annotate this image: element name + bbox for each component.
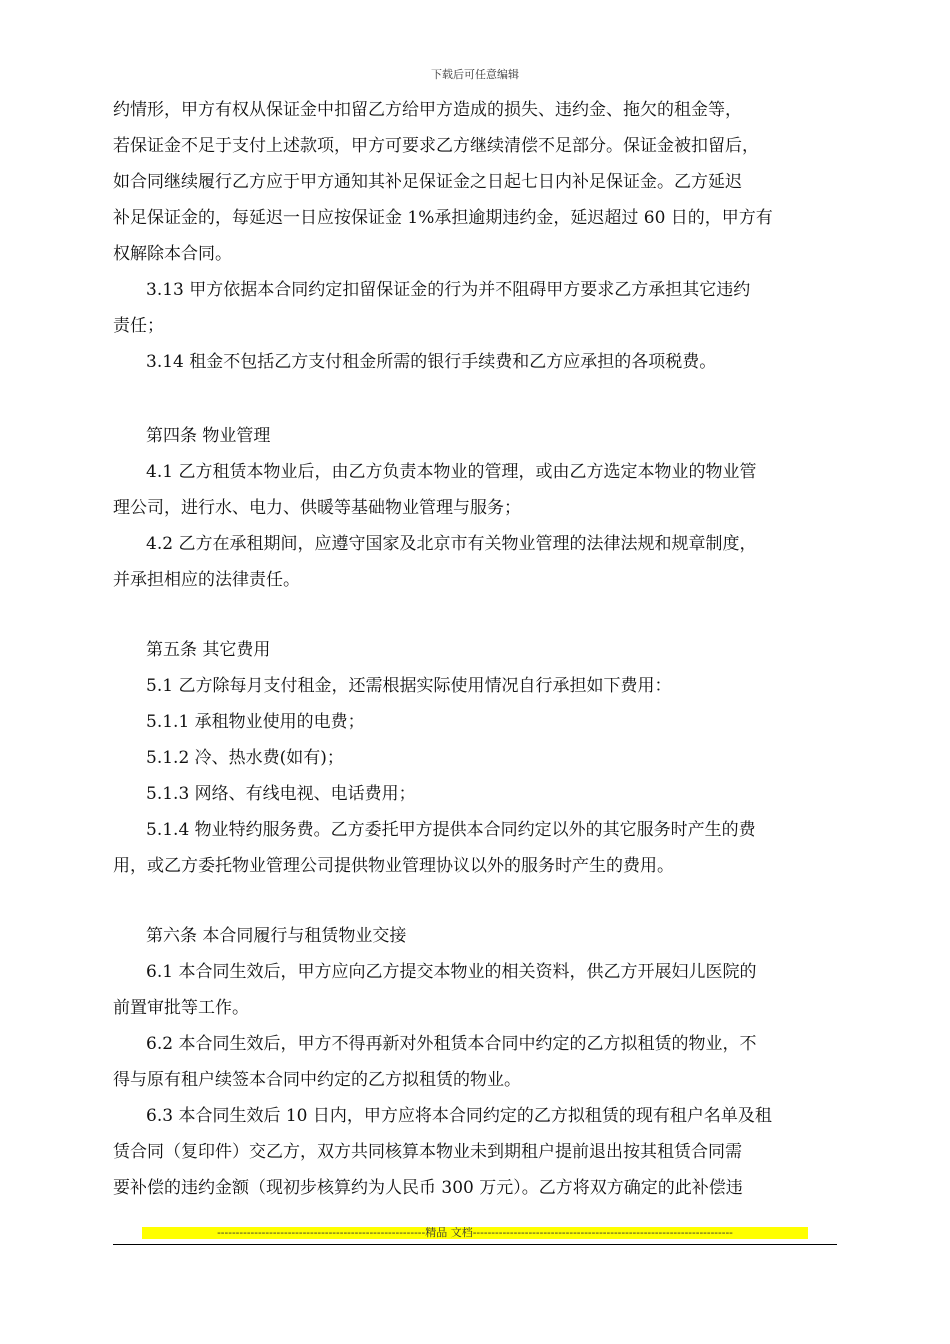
text-line: 5.1.2 冷、热水费(如有)； bbox=[146, 748, 344, 768]
text-line: 赁合同（复印件）交乙方，双方共同核算本物业未到期租户提前退出按其租赁合同需 bbox=[113, 1142, 742, 1162]
text-line: 要补偿的违约金额（现初步核算约为人民币 300 万元）。乙方将双方确定的此补偿违 bbox=[113, 1178, 743, 1198]
text-line: 5.1.3 网络、有线电视、电话费用； bbox=[146, 784, 416, 804]
text-line: 3.13 甲方依据本合同约定扣留保证金的行为并不阻碍甲方要求乙方承担其它违约 bbox=[146, 280, 751, 300]
text-line: 6.2 本合同生效后，甲方不得再新对外租赁本合同中约定的乙方拟租赁的物业，不 bbox=[146, 1034, 757, 1054]
section-heading: 第四条 物业管理 bbox=[146, 426, 271, 446]
text-line: 6.1 本合同生效后，甲方应向乙方提交本物业的相关资料，供乙方开展妇儿医院的 bbox=[146, 962, 757, 982]
text-line: 若保证金不足于支付上述款项，甲方可要求乙方继续清偿不足部分。保证金被扣留后， bbox=[113, 136, 759, 156]
section-heading: 第六条 本合同履行与租赁物业交接 bbox=[146, 926, 407, 946]
text-line: 前置审批等工作。 bbox=[113, 998, 249, 1018]
text-line: 权解除本合同。 bbox=[113, 244, 232, 264]
text-line: 4.2 乙方在承租期间，应遵守国家及北京市有关物业管理的法律法规和规章制度， bbox=[146, 534, 757, 554]
text-line: 5.1.1 承租物业使用的电费； bbox=[146, 712, 365, 732]
text-line: 理公司，进行水、电力、供暖等基础物业管理与服务； bbox=[113, 498, 521, 518]
page-header: 下载后可任意编辑 bbox=[431, 68, 519, 81]
text-line: 3.14 租金不包括乙方支付租金所需的银行手续费和乙方应承担的各项税费。 bbox=[146, 352, 717, 372]
text-line: 用，或乙方委托物业管理公司提供物业管理协议以外的服务时产生的费用。 bbox=[113, 856, 674, 876]
footer-divider bbox=[113, 1244, 837, 1245]
text-line: 补足保证金的，每延迟一日应按保证金 1%承担逾期违约金，延迟超过 60 日的，甲方有 bbox=[113, 208, 773, 228]
text-line: 并承担相应的法律责任。 bbox=[113, 570, 300, 590]
text-line: 6.3 本合同生效后 10 日内，甲方应将本合同约定的乙方拟租赁的现有租户名单及租 bbox=[146, 1106, 772, 1126]
text-line: 约情形，甲方有权从保证金中扣留乙方给甲方造成的损失、违约金、拖欠的租金等， bbox=[113, 100, 742, 120]
text-line: 5.1 乙方除每月支付租金，还需根据实际使用情况自行承担如下费用： bbox=[146, 676, 672, 696]
text-line: 责任； bbox=[113, 316, 164, 336]
text-line: 5.1.4 物业特约服务费。乙方委托甲方提供本合同约定以外的其它服务时产生的费 bbox=[146, 820, 756, 840]
text-line: 得与原有租户续签本合同中约定的乙方拟租赁的物业。 bbox=[113, 1070, 521, 1090]
text-line: 如合同继续履行乙方应于甲方通知其补足保证金之日起七日内补足保证金。乙方延迟 bbox=[113, 172, 742, 192]
text-line: 4.1 乙方租赁本物业后，由乙方负责本物业的管理，或由乙方选定本物业的物业管 bbox=[146, 462, 757, 482]
page-footer: --------------------------------------------------------精品 文档---------------------------------------------------------------------- bbox=[142, 1227, 808, 1239]
section-heading: 第五条 其它费用 bbox=[146, 640, 271, 660]
